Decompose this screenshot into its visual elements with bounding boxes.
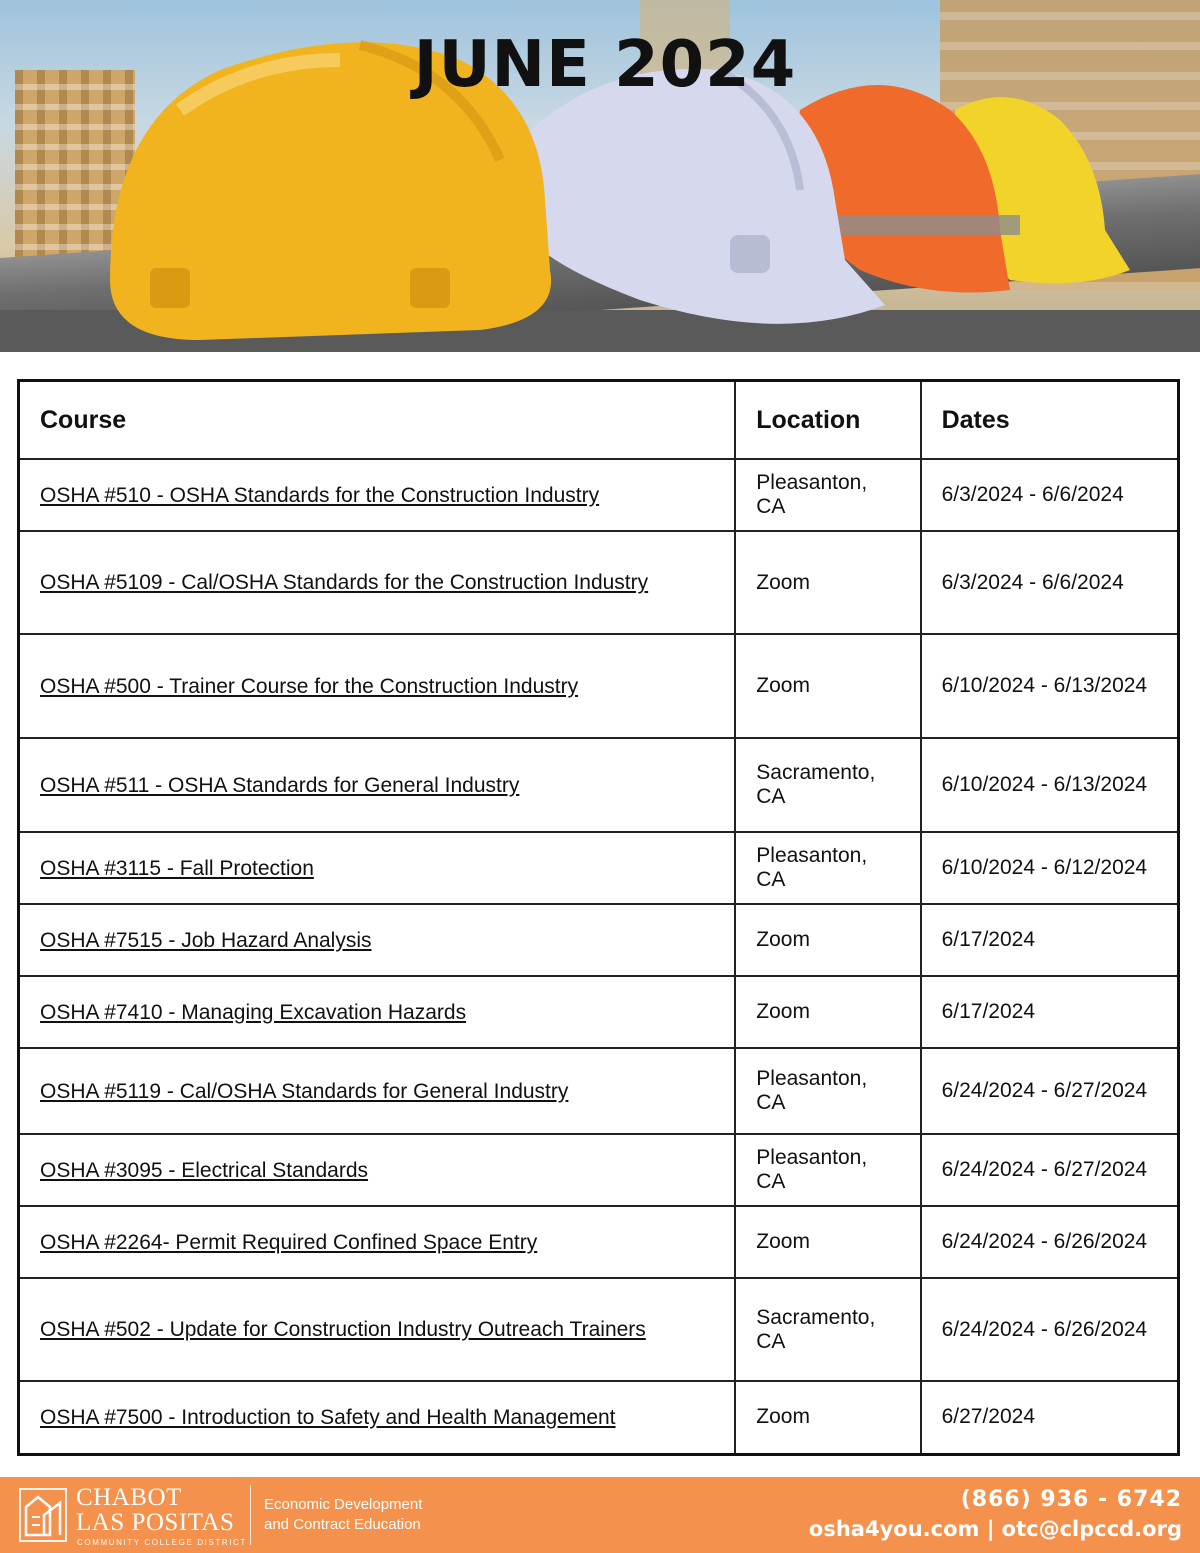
course-cell <box>19 531 736 634</box>
course-link[interactable]: OSHA #502 - Update for Construction Industry Outreach Trainers <box>40 1318 646 1341</box>
brand-name-line2: LAS POSITAS <box>76 1509 235 1536</box>
course-cell <box>19 1381 736 1454</box>
course-link[interactable]: OSHA #511 - OSHA Standards for General Industry <box>40 773 520 797</box>
course-cell <box>19 1278 736 1381</box>
course-cell <box>19 832 736 904</box>
dates-cell: 6/10/2024 - 6/13/2024 <box>921 738 1179 832</box>
dates-cell: 6/24/2024 - 6/26/2024 <box>921 1206 1179 1278</box>
course-cell <box>19 459 736 531</box>
location-cell: Zoom <box>735 976 920 1048</box>
location-cell: Zoom <box>735 904 920 976</box>
table-row <box>19 531 1179 634</box>
dates-cell: 6/3/2024 - 6/6/2024 <box>921 459 1179 531</box>
brand-name-line1: CHABOT <box>76 1484 182 1511</box>
course-link[interactable]: OSHA #5109 - Cal/OSHA Standards for the Construction Industry <box>40 571 649 594</box>
header-dates: Dates <box>921 381 1179 460</box>
footer-divider <box>250 1485 251 1545</box>
dates-cell: 6/27/2024 <box>921 1381 1179 1454</box>
table-row <box>19 1048 1179 1134</box>
helmet-strap <box>830 215 1020 235</box>
course-link[interactable]: OSHA #7515 - Job Hazard Analysis <box>40 928 372 952</box>
header-location: Location <box>735 381 920 460</box>
location-cell: Sacramento, CA <box>735 1278 920 1381</box>
course-link[interactable]: OSHA #3115 - Fall Protection <box>40 856 314 880</box>
course-cell <box>19 634 736 738</box>
dates-cell: 6/3/2024 - 6/6/2024 <box>921 531 1179 634</box>
location-cell: Sacramento, CA <box>735 738 920 832</box>
course-link[interactable]: OSHA #500 - Trainer Course for the Construction Industry <box>40 674 579 698</box>
dates-cell: 6/17/2024 <box>921 976 1179 1048</box>
location-cell: Zoom <box>735 1381 920 1454</box>
website-email[interactable]: osha4you.com | otc@clpccd.org <box>808 1517 1182 1541</box>
course-cell <box>19 976 736 1048</box>
location-cell: Zoom <box>735 1206 920 1278</box>
header-course: Course <box>19 381 736 460</box>
dates-cell: 6/24/2024 - 6/27/2024 <box>921 1134 1179 1206</box>
dates-cell: 6/24/2024 - 6/27/2024 <box>921 1048 1179 1134</box>
dates-cell: 6/17/2024 <box>921 904 1179 976</box>
location-cell: Pleasanton, CA <box>735 1134 920 1206</box>
course-cell <box>19 738 736 832</box>
table-row <box>19 459 1179 531</box>
department-line2: and Contract Education <box>264 1516 421 1533</box>
course-cell <box>19 904 736 976</box>
table-row <box>19 1278 1179 1381</box>
course-cell <box>19 1206 736 1278</box>
phone-number[interactable]: (866) 936 - 6742 <box>960 1487 1182 1512</box>
table-row <box>19 1134 1179 1206</box>
table-row <box>19 904 1179 976</box>
brand-name-line3: COMMUNITY COLLEGE DISTRICT <box>77 1538 247 1547</box>
chabot-las-positas-logo <box>18 1487 68 1543</box>
course-cell <box>19 1134 736 1206</box>
course-link[interactable]: OSHA #7410 - Managing Excavation Hazards <box>40 1000 467 1024</box>
course-link[interactable]: OSHA #7500 - Introduction to Safety and Health Management <box>40 1405 616 1429</box>
dates-cell: 6/10/2024 - 6/13/2024 <box>921 634 1179 738</box>
table-row <box>19 1381 1179 1454</box>
table-header-row <box>19 381 1179 460</box>
course-link[interactable]: OSHA #510 - OSHA Standards for the Construction Industry <box>40 483 600 507</box>
page-title: JUNE 2024 <box>413 28 797 102</box>
location-cell: Zoom <box>735 531 920 634</box>
table-row <box>19 976 1179 1048</box>
table-row <box>19 634 1179 738</box>
dates-cell: 6/10/2024 - 6/12/2024 <box>921 832 1179 904</box>
table-row <box>19 738 1179 832</box>
footer-bar <box>0 1477 1200 1553</box>
table-row <box>19 832 1179 904</box>
course-link[interactable]: OSHA #5119 - Cal/OSHA Standards for General Industry <box>40 1079 569 1103</box>
course-link[interactable]: OSHA #3095 - Electrical Standards <box>40 1158 369 1182</box>
location-cell: Pleasanton, CA <box>735 459 920 531</box>
location-cell: Pleasanton, CA <box>735 832 920 904</box>
course-link[interactable]: OSHA #2264- Permit Required Confined Space Entry <box>40 1230 538 1254</box>
dates-cell: 6/24/2024 - 6/26/2024 <box>921 1278 1179 1381</box>
table-row <box>19 1206 1179 1278</box>
location-cell: Zoom <box>735 634 920 738</box>
location-cell: Pleasanton, CA <box>735 1048 920 1134</box>
banner-image <box>0 0 1200 352</box>
department-line1: Economic Development <box>264 1496 423 1513</box>
course-cell <box>19 1048 736 1134</box>
course-schedule-table <box>17 379 1180 1456</box>
